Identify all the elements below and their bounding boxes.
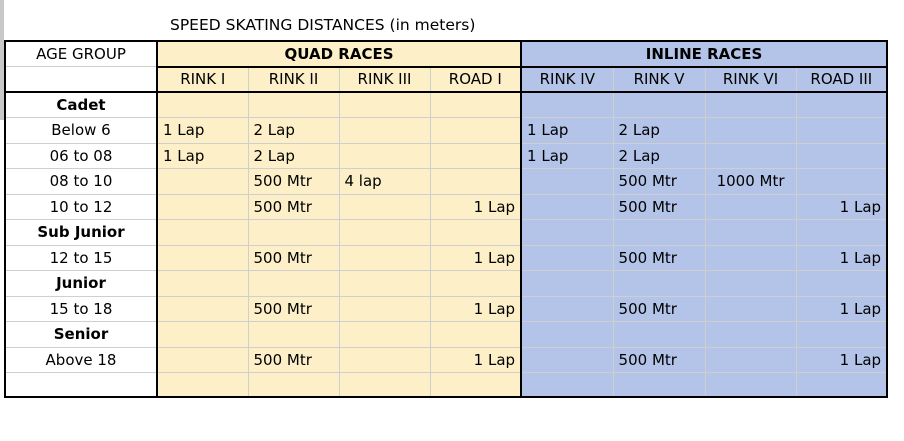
distance-cell [705,245,796,271]
distance-cell: 500 Mtr [248,194,339,220]
distance-cell: 1 Lap [157,143,248,169]
category-row [5,92,887,118]
distance-cell: 1 Lap [430,347,521,373]
distance-cell: 2 Lap [248,143,339,169]
distance-cell [339,92,430,118]
distance-cell [339,347,430,373]
distance-cell [339,245,430,271]
distance-cell [613,322,705,348]
distance-cell [248,373,339,397]
column-header: RINK II [248,67,339,93]
distance-cell [613,271,705,297]
column-header: RINK VI [705,67,796,93]
column-header: RINK III [339,67,430,93]
distance-cell [157,169,248,195]
distance-cell: 500 Mtr [248,169,339,195]
distance-cell [796,220,887,246]
header-row-columns [5,67,887,93]
distance-cell [339,143,430,169]
distance-cell [705,92,796,118]
column-header: RINK V [613,67,705,93]
distance-cell [430,271,521,297]
distance-cell [521,92,613,118]
distance-cell [705,143,796,169]
distance-cell [339,296,430,322]
distance-cell [613,220,705,246]
column-header: ROAD I [430,67,521,93]
column-header: RINK IV [521,67,613,93]
age-group-header-blank [5,67,157,93]
distance-cell [157,220,248,246]
category-row [5,271,887,297]
inline-races-header: INLINE RACES [521,41,887,67]
table-row [5,143,887,169]
distance-cell [796,92,887,118]
table-row [5,373,887,397]
distance-cell: 2 Lap [613,143,705,169]
distance-cell: 1 Lap [796,194,887,220]
column-header: ROAD III [796,67,887,93]
distance-cell [705,271,796,297]
distance-cell [796,169,887,195]
distance-cell [248,92,339,118]
table-row [5,347,887,373]
distance-cell [705,322,796,348]
age-range-label: 12 to 15 [5,245,157,271]
distance-cell [157,322,248,348]
distance-cell: 500 Mtr [248,296,339,322]
age-range-label: 08 to 10 [5,169,157,195]
distance-cell: 500 Mtr [613,194,705,220]
distance-cell [521,169,613,195]
distance-cell [339,220,430,246]
distance-cell [339,194,430,220]
age-range-label: Above 18 [5,347,157,373]
age-range-label [5,373,157,397]
distance-cell: 500 Mtr [613,296,705,322]
distance-cell [521,245,613,271]
distance-cell: 1 Lap [521,118,613,144]
distance-cell: 1000 Mtr [705,169,796,195]
distance-cell [521,220,613,246]
distance-cell [430,322,521,348]
distance-cell: 1 Lap [521,143,613,169]
page-title: SPEED SKATING DISTANCES (in meters) [170,16,476,34]
distance-cell [339,373,430,397]
distance-cell [613,373,705,397]
table-row [5,296,887,322]
distance-cell [157,296,248,322]
distance-cell: 1 Lap [430,194,521,220]
distance-cell [157,347,248,373]
distance-cell: 500 Mtr [613,347,705,373]
distance-cell [521,322,613,348]
distance-cell [157,373,248,397]
distance-cell [705,220,796,246]
distance-cell [521,296,613,322]
distance-cell [613,92,705,118]
distance-cell [796,322,887,348]
age-range-label: 06 to 08 [5,143,157,169]
distance-cell: 500 Mtr [613,169,705,195]
distance-cell: 1 Lap [796,296,887,322]
table-row [5,194,887,220]
distance-cell [248,322,339,348]
age-category-label: Cadet [5,92,157,118]
distance-cell [157,245,248,271]
distance-cell: 1 Lap [796,245,887,271]
distance-cell [521,347,613,373]
distance-cell [705,118,796,144]
age-category-label: Sub Junior [5,220,157,246]
column-header: RINK I [157,67,248,93]
age-range-label: 10 to 12 [5,194,157,220]
category-row [5,220,887,246]
age-range-label: Below 6 [5,118,157,144]
age-range-label: 15 to 18 [5,296,157,322]
distance-cell: 1 Lap [430,245,521,271]
distance-cell: 2 Lap [248,118,339,144]
distance-cell [430,143,521,169]
distance-cell [796,118,887,144]
quad-races-header: QUAD RACES [157,41,521,67]
distance-cell [705,194,796,220]
distances-table [4,40,888,398]
distance-cell: 1 Lap [157,118,248,144]
distance-cell [248,220,339,246]
age-group-header: AGE GROUP [5,41,157,67]
distance-cell [796,143,887,169]
table-row [5,118,887,144]
distance-cell: 4 lap [339,169,430,195]
distance-cell [430,118,521,144]
distance-cell [521,194,613,220]
distance-cell: 500 Mtr [613,245,705,271]
distance-cell [705,347,796,373]
distance-cell [521,373,613,397]
category-row [5,322,887,348]
table-row [5,245,887,271]
distance-cell: 1 Lap [430,296,521,322]
distance-cell [157,194,248,220]
distance-cell: 2 Lap [613,118,705,144]
distance-cell [796,271,887,297]
distance-cell [705,373,796,397]
distance-cell [339,322,430,348]
age-category-label: Junior [5,271,157,297]
distance-cell [430,373,521,397]
distance-cell [705,296,796,322]
distance-cell: 500 Mtr [248,347,339,373]
distance-cell [521,271,613,297]
distance-cell: 500 Mtr [248,245,339,271]
table-row [5,169,887,195]
distance-cell [430,92,521,118]
distance-cell [248,271,339,297]
distance-cell [157,271,248,297]
distance-cell [430,220,521,246]
distance-cell: 1 Lap [796,347,887,373]
distance-cell [339,118,430,144]
header-row-groups [5,41,887,67]
distance-cell [339,271,430,297]
distance-cell [796,373,887,397]
age-category-label: Senior [5,322,157,348]
distance-cell [430,169,521,195]
distance-cell [157,92,248,118]
